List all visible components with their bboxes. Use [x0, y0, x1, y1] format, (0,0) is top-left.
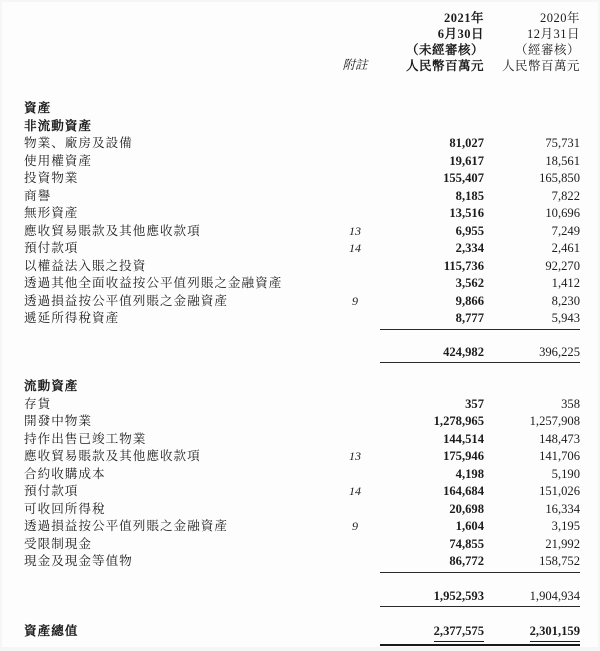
note-reference: 14: [349, 484, 361, 498]
table-row: [24, 310, 580, 330]
value-2020: 148,473: [539, 431, 580, 446]
value-2021: 424,982: [380, 344, 484, 364]
value-2021: 9,866: [455, 293, 484, 308]
value-2020: 165,850: [539, 171, 580, 185]
value-2021: 81,027: [449, 136, 484, 150]
value-2020: 141,706: [539, 449, 580, 463]
value-2020: 396,225: [484, 344, 580, 364]
value-2021: 155,407: [443, 171, 484, 185]
value-2021: 8,185: [455, 188, 484, 203]
row-spacer: [24, 330, 580, 344]
value-2021: 1,604: [455, 519, 484, 533]
table-row: [24, 431, 580, 449]
value-2020: 16,334: [545, 501, 580, 516]
row-label: 現金及現金等值物: [24, 554, 133, 568]
value-2020: 1,412: [551, 276, 580, 290]
row-label: 持作出售已竣工物業: [24, 431, 147, 446]
section-label: 流動資產: [24, 379, 79, 393]
table-row: [24, 100, 580, 118]
value-2020: 1,904,934: [484, 588, 580, 608]
value-2021: 20,698: [449, 501, 484, 516]
value-2020: 5,943: [484, 310, 580, 330]
value-2021: 6,955: [455, 223, 484, 238]
table-row: [24, 258, 580, 276]
period-date-2021: 6月30日: [437, 27, 484, 41]
value-2021: 74,855: [449, 536, 484, 551]
row-label: 應收貿易賬款及其他應收款項: [24, 449, 201, 463]
table-row: [24, 501, 580, 519]
value-2021: 4,198: [455, 466, 484, 481]
column-header-2020: [484, 10, 580, 74]
currency-unit-2020: 人民幣百萬元: [501, 59, 580, 73]
balance-sheet-page: [2, 2, 598, 647]
table-row: [24, 170, 580, 188]
row-label: 預付款項: [24, 484, 79, 498]
table-row: [24, 223, 580, 241]
row-label: 投資物業: [24, 171, 79, 185]
value-2021: 3,562: [455, 276, 484, 290]
value-2020: 3,195: [551, 519, 580, 533]
note-reference: 14: [349, 241, 361, 255]
value-2021: 19,617: [449, 153, 484, 168]
period-date-2020: 12月31日: [526, 27, 580, 41]
value-2020: 7,822: [551, 188, 580, 203]
row-spacer: [24, 363, 580, 378]
value-2021: 1,278,965: [433, 414, 484, 428]
table-row: [24, 483, 580, 501]
row-spacer: [24, 573, 580, 588]
row-label: 遞延所得稅資產: [24, 311, 120, 325]
value-2021: 1,952,593: [380, 588, 484, 608]
value-2020: 2,461: [551, 241, 580, 255]
note-reference: 13: [349, 449, 361, 463]
note-reference: 13: [349, 223, 361, 238]
table-row: [24, 623, 580, 646]
row-label: 預付款項: [24, 241, 79, 255]
table-row: [24, 536, 580, 554]
table-row: [24, 275, 580, 293]
value-2020: 75,731: [545, 136, 580, 150]
value-2020: [484, 623, 580, 646]
column-header-2021: [380, 10, 484, 74]
value-2020: 151,026: [539, 484, 580, 498]
note-reference: 9: [352, 293, 358, 308]
row-label: 物業、廠房及設備: [24, 136, 133, 150]
row-label: 應收貿易賬款及其他應收款項: [24, 223, 201, 238]
value-2021: [380, 623, 484, 646]
table-row: [24, 344, 580, 364]
row-label: 透過損益按公平值列賬之金融資產: [24, 293, 228, 308]
value-2020: 8,230: [551, 293, 580, 308]
row-label: 使用權資產: [24, 153, 92, 168]
row-label: 無形資產: [24, 206, 79, 220]
section-label: 非流動資產: [24, 118, 92, 133]
total-value-2021: 2,377,575: [434, 623, 484, 642]
table-row: [24, 188, 580, 206]
value-2020: 7,249: [551, 223, 580, 238]
section-label: 資產: [24, 101, 52, 115]
table-row: [24, 118, 580, 136]
notes-column-header: 附註: [342, 58, 368, 72]
row-spacer: [24, 607, 580, 623]
note-reference: 9: [352, 519, 358, 533]
period-year-2020: 2020年: [539, 11, 580, 25]
value-2021: 164,684: [443, 484, 484, 498]
value-2021: 8,777: [380, 310, 484, 330]
value-2020: 10,696: [545, 206, 580, 220]
table-row: [24, 413, 580, 431]
value-2021: 86,772: [380, 553, 484, 573]
value-2020: 5,190: [551, 466, 580, 481]
value-2020: 1,257,908: [529, 414, 580, 428]
value-2021: 2,334: [455, 241, 484, 255]
table-row: [24, 448, 580, 466]
row-label: 透過損益按公平值列賬之金融資產: [24, 519, 228, 533]
statement-column-headers: [24, 10, 580, 74]
table-row: [24, 205, 580, 223]
value-2021: 13,516: [449, 206, 484, 220]
statement-rows: [24, 100, 580, 646]
value-2020: 18,561: [545, 153, 580, 168]
period-year-2021: 2021年: [443, 11, 484, 25]
table-row: [24, 135, 580, 153]
total-value-2020: 2,301,159: [530, 623, 580, 642]
table-row: [24, 396, 580, 414]
table-row: [24, 553, 580, 573]
value-2021: 115,736: [443, 258, 484, 273]
value-2020: 358: [561, 396, 580, 411]
value-2020: 21,992: [545, 536, 580, 551]
table-row: [24, 518, 580, 536]
row-label: 可收回所得稅: [24, 501, 106, 516]
table-row: [24, 153, 580, 171]
table-row: [24, 588, 580, 608]
row-label: 開發中物業: [24, 414, 92, 428]
table-row: [24, 378, 580, 396]
value-2020: 158,752: [484, 553, 580, 573]
row-label: 受限制現金: [24, 536, 92, 551]
row-label: 商譽: [24, 188, 52, 203]
row-label: 合約收購成本: [24, 466, 106, 481]
row-label: 透過其他全面收益按公平值列賬之金融資產: [24, 276, 283, 290]
row-label: 存貨: [24, 396, 52, 411]
table-row: [24, 293, 580, 311]
table-row: [24, 240, 580, 258]
row-label: 資產總值: [24, 624, 79, 638]
value-2020: 92,270: [545, 258, 580, 273]
value-2021: 175,946: [443, 449, 484, 463]
value-2021: 357: [465, 396, 484, 411]
table-row: [24, 466, 580, 484]
value-2021: 144,514: [443, 431, 484, 446]
audit-status-2021: （未經審核）: [405, 43, 484, 57]
audit-status-2020: （經審核）: [514, 43, 580, 57]
row-label: 以權益法入賬之投資: [24, 258, 147, 273]
currency-unit-2021: 人民幣百萬元: [405, 59, 484, 73]
